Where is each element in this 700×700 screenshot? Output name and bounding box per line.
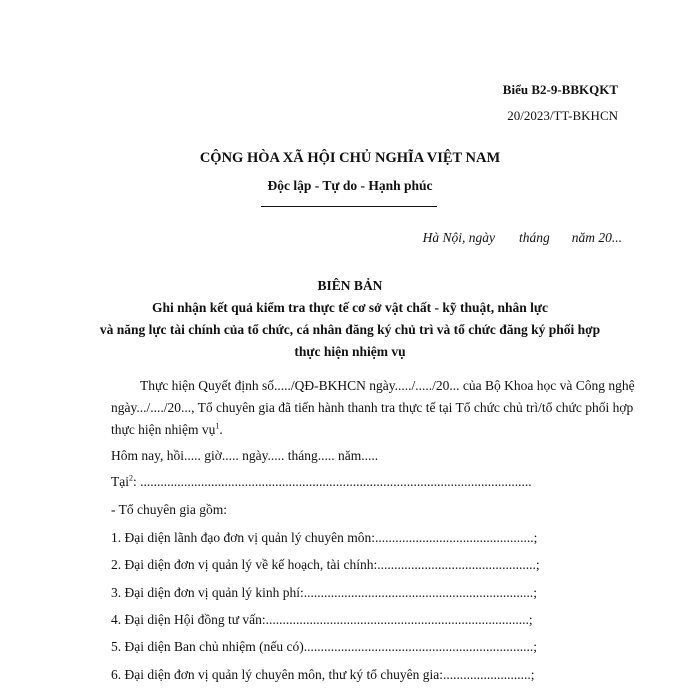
location-label: Tại: [111, 474, 129, 489]
dateline-year: năm 20...: [571, 230, 622, 245]
dateline-month: tháng: [518, 230, 550, 245]
dateline-place-day: Hà Nội, ngày: [422, 230, 495, 245]
expert-item-2: 2. Đại diện đơn vị quản lý về kế hoạch, tài chính:...............................................;: [111, 557, 540, 572]
expert-item-1: 1. Đại diện lãnh đạo đơn vị quản lý chuyên môn:...............................................;: [111, 530, 538, 545]
footnote-marker-2: 2: [129, 473, 133, 483]
document-title: BIÊN BẢN: [317, 278, 383, 293]
dateline: [423, 230, 622, 246]
circular-reference: 20/2023/TT-BKHCN: [507, 108, 618, 123]
paragraph-line-3-end: .: [219, 422, 223, 437]
expert-item-6: 6. Đại diện đơn vị quản lý chuyên môn, thư ký tổ chuyên gia:..........................;: [111, 667, 535, 682]
expert-item-3: 3. Đại diện đơn vị quản lý kinh phí:....................................................................;: [111, 585, 537, 600]
paragraph-line-3-text: thực hiện nhiệm vụ: [111, 422, 216, 437]
document-subtitle-line-2: và năng lực tài chính của tổ chức, cá nhân đăng ký chủ trì và tổ chức đăng ký phối hợp: [99, 322, 601, 337]
motto-underline: [261, 206, 437, 207]
expert-item-4: 4. Đại diện Hội đồng tư vấn:..............................................................................;: [111, 612, 533, 627]
expert-item-5: 5. Đại diện Ban chủ nhiệm (nếu có)....................................................................;: [111, 639, 537, 654]
national-motto: Độc lập - Tự do - Hạnh phúc: [267, 178, 433, 193]
paragraph-line-1: Thực hiện Quyết định số...../QĐ-BKHCN ngày...../...../20... của Bộ Khoa học và Công nghệ: [140, 378, 635, 393]
form-code: Biểu B2-9-BBKQKT: [502, 82, 618, 97]
location-dots: : ....................................................................................................................: [133, 474, 532, 489]
paragraph-line-2: ngày.../..../20..., Tổ chuyên gia đã tiến hành thanh tra thực tế tại Tổ chức chủ trì/tổ chức phối hợp: [111, 400, 634, 415]
meeting-time-line: Hôm nay, hồi..... giờ..... ngày..... tháng..... năm.....: [111, 448, 379, 463]
paragraph-line-3: [111, 422, 223, 438]
document-subtitle-line-1: Ghi nhận kết quả kiểm tra thực tế cơ sở vật chất - kỹ thuật, nhân lực: [151, 300, 549, 315]
national-title: CỘNG HÒA XÃ HỘI CHỦ NGHĨA VIỆT NAM: [199, 150, 501, 166]
document-subtitle-line-3: thực hiện nhiệm vụ: [294, 344, 406, 359]
expert-team-heading: - Tổ chuyên gia gồm:: [111, 502, 227, 517]
location-line: [111, 474, 532, 490]
footnote-marker-1: 1: [215, 421, 220, 431]
